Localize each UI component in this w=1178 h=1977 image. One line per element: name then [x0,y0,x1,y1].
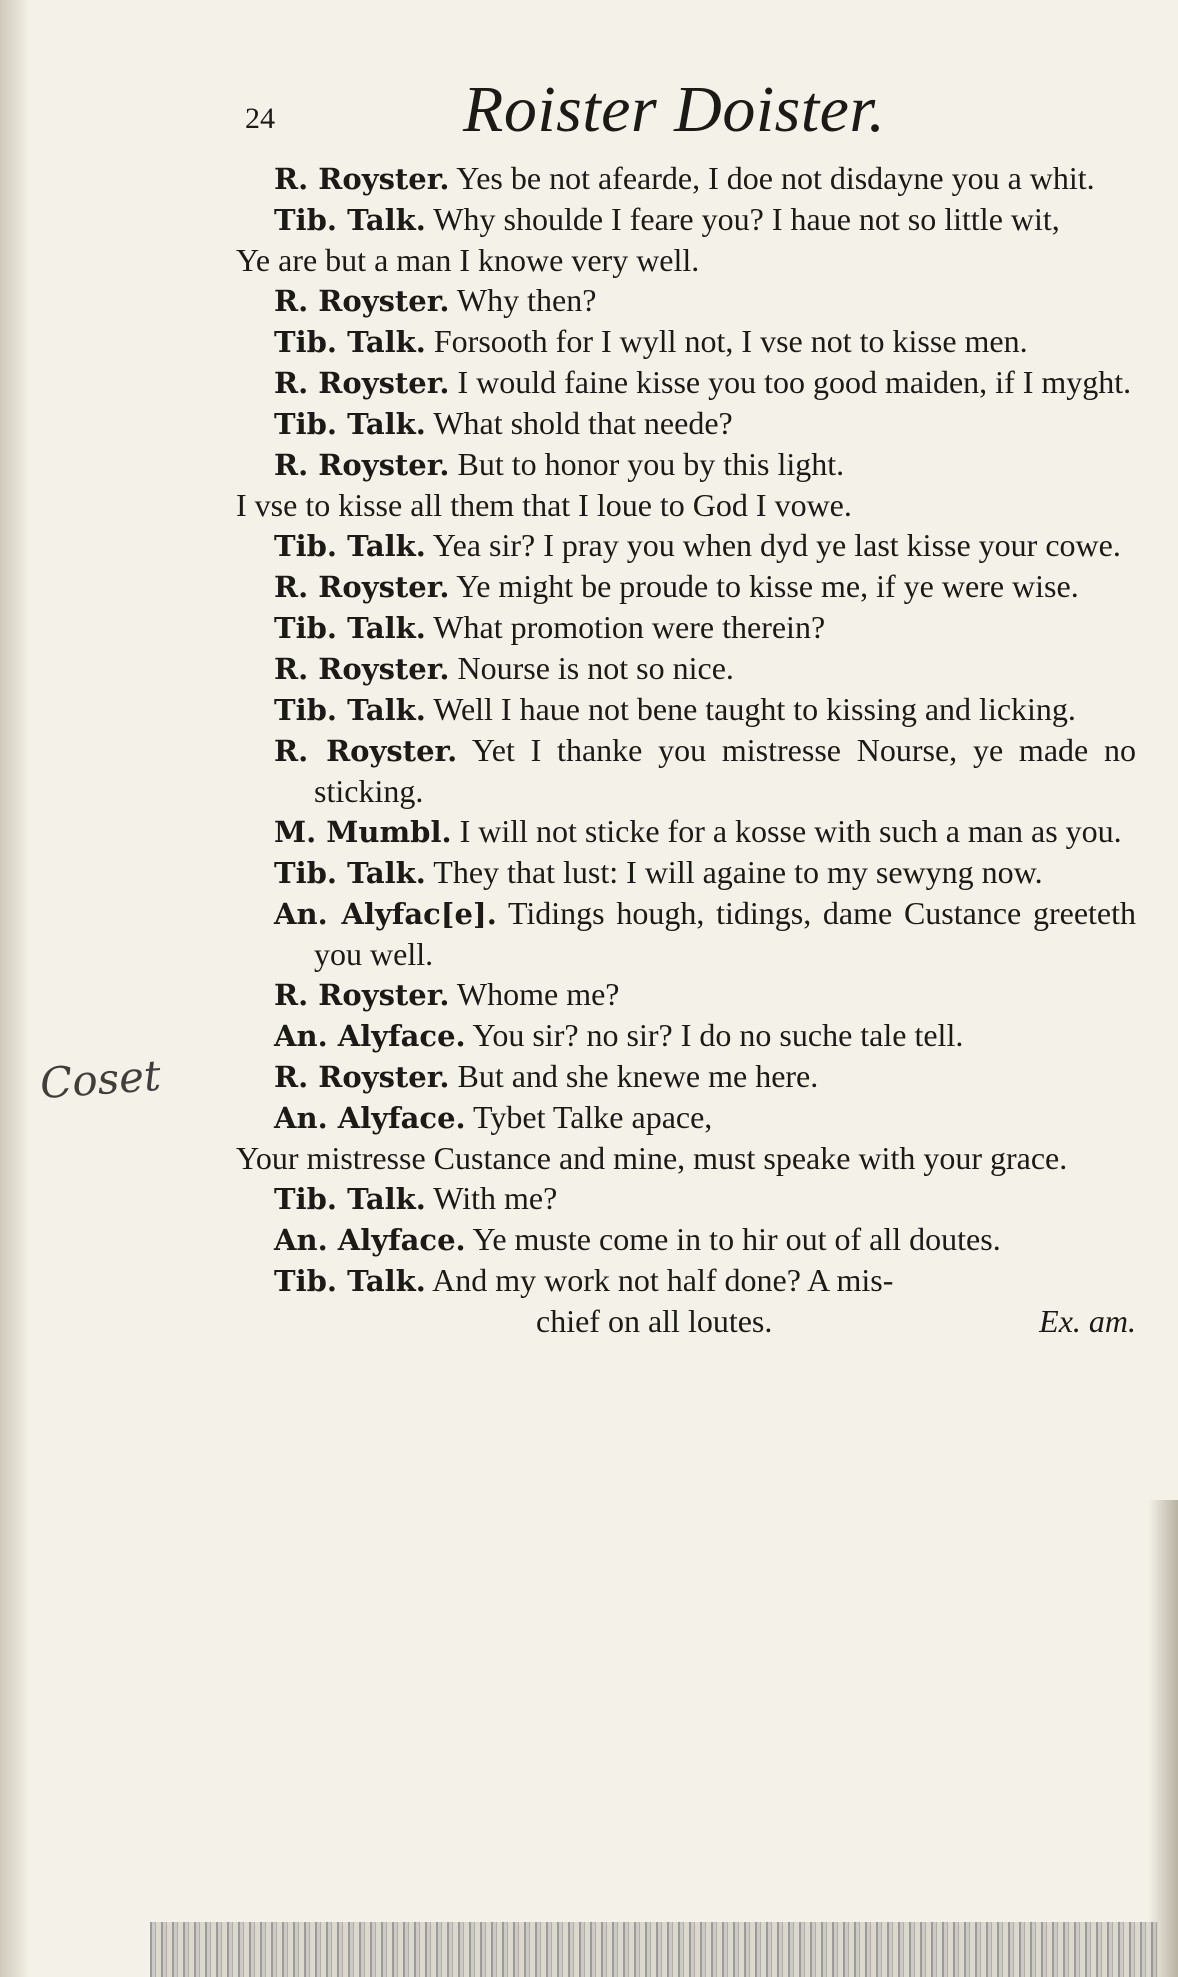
speech-line [236,607,1136,648]
exit-direction: Ex. am. [1039,1303,1136,1339]
speech-line [236,689,1136,730]
dialogue-text [236,158,1136,1341]
speech-text: Nourse is not so nice. [457,650,734,686]
speaker-name: An. Alyface. [274,1019,466,1053]
speaker-name: R. Royster. [274,162,450,196]
speech-line [236,280,1136,321]
page-number: 24 [245,102,275,135]
speech-line [236,811,1136,852]
speech-line [236,1015,1136,1056]
speaker-name: R. Royster. [274,734,458,768]
speech-line [236,1097,1136,1138]
page-gutter-shadow [0,0,30,1977]
speech-text: Why then? [456,282,597,318]
speech-text: You sir? no sir? I do no suche tale tell. [472,1017,964,1053]
speaker-name: Tib. Talk. [274,203,426,237]
speech-text: Tybet Talke apace, [473,1099,713,1135]
speech-text: Ye are but a man I knowe very well. [236,242,700,278]
page-edge-shadow [1148,1500,1178,1977]
speech-line [236,566,1136,607]
speaker-name: Tib. Talk. [274,611,426,645]
speaker-name: R. Royster. [274,1060,450,1094]
speech-text: And my work not half done? A mis- [432,1262,894,1298]
speech-text: But and she knewe me here. [457,1058,819,1094]
speech-text: Ye muste come in to hir out of all doutes. [472,1221,1001,1257]
speech-line [236,199,1136,240]
speech-text: Ye might be proude to kisse me, if ye were wise. [456,568,1079,604]
speech-line [236,1219,1136,1260]
speech-text: Whome me? [456,976,620,1012]
speech-line [236,974,1136,1015]
continuation-line [236,240,1136,280]
speaker-name: Tib. Talk. [274,1182,426,1216]
page-header [245,72,1135,162]
speech-line [236,321,1136,362]
speech-text: What promotion were therein? [433,609,826,645]
speech-line [236,444,1136,485]
speaker-name: R. Royster. [274,366,450,400]
continuation-line [236,485,1136,525]
speaker-name: R. Royster. [274,448,450,482]
speech-line [236,525,1136,566]
speech-text: Your mistresse Custance and mine, must speake with your grace. [236,1140,1068,1176]
speaker-name: R. Royster. [274,284,450,318]
speaker-name: Tib. Talk. [274,529,426,563]
speech-text: What shold that neede? [433,405,733,441]
speech-text: With me? [433,1180,558,1216]
running-title: Roister Doister. [463,73,886,146]
speaker-name: M. Mumbl. [274,815,452,849]
speaker-name: An. Alyface. [274,1223,466,1257]
speech-text: Yet I thanke you mistresse Nourse, ye made no sticking. [314,732,1136,809]
page-bottom-edge [150,1922,1158,1977]
speech-text: I would faine kisse you too good maiden, if I myght. [457,364,1132,400]
speech-line [236,730,1136,811]
speech-line [236,1260,1136,1301]
speech-line [236,362,1136,403]
speech-text: Forsooth for I wyll not, I vse not to kisse men. [433,323,1028,359]
speaker-name: Tib. Talk. [274,325,426,359]
continuation-line [236,1138,1136,1178]
speaker-name: Tib. Talk. [274,407,426,441]
speaker-name: An. Alyface. [274,1101,466,1135]
speech-text: They that lust: I will againe to my sewyng now. [433,854,1043,890]
final-line [236,1301,1136,1341]
speech-line [236,1178,1136,1219]
speech-text: I vse to kisse all them that I loue to God I vowe. [236,487,852,523]
speech-line [236,852,1136,893]
speech-line [236,403,1136,444]
speech-text: Well I haue not bene taught to kissing and licking. [433,691,1076,727]
speaker-name: R. Royster. [274,978,450,1012]
speaker-name: Tib. Talk. [274,1264,426,1298]
speech-text: But to honor you by this light. [457,446,845,482]
speech-line [236,648,1136,689]
speaker-name: R. Royster. [274,570,450,604]
final-line-text: chief on all loutes. [536,1303,773,1339]
speech-line [236,1056,1136,1097]
handwritten-margin-note: Coset [38,1050,163,1109]
speech-text: Yea sir? I pray you when dyd ye last kisse your cowe. [432,527,1121,563]
speaker-name: Tib. Talk. [274,693,426,727]
speech-line [236,893,1136,974]
dialogue-lines [236,158,1136,1301]
speech-text: I will not sticke for a kosse with such a man as you. [459,813,1122,849]
speaker-name: Tib. Talk. [274,856,426,890]
speech-text: Why shoulde I feare you? I haue not so little wit, [433,201,1060,237]
speech-line [236,158,1136,199]
speech-text: Yes be not afearde, I doe not disdayne you a whit. [456,160,1095,196]
speaker-name: An. Alyfac[e]. [274,897,497,931]
speech-text: Tidings hough, tidings, dame Custance greeteth you well. [314,895,1137,972]
speaker-name: R. Royster. [274,652,450,686]
